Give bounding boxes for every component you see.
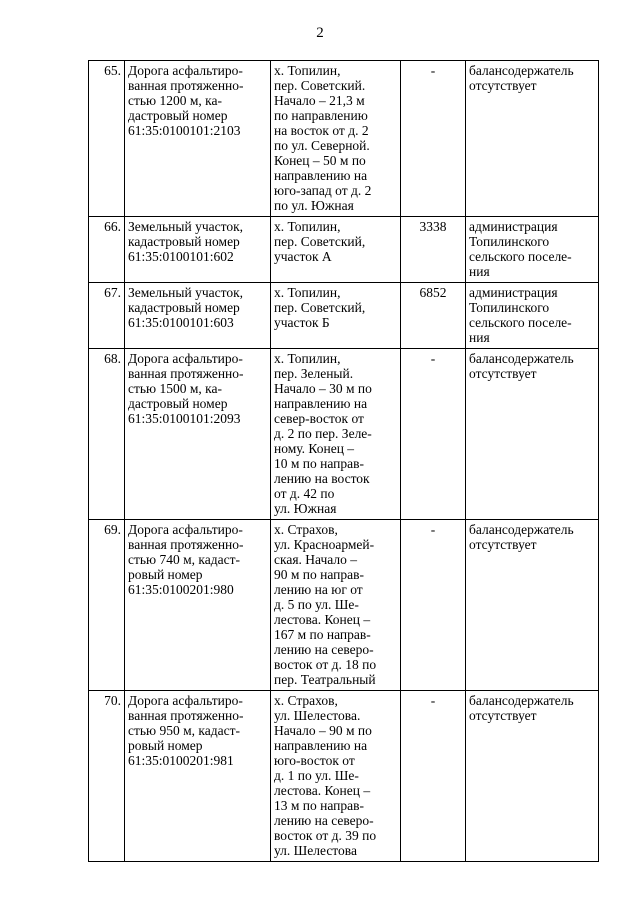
object-area-cell: - [401, 520, 466, 691]
object-address-cell: х. Страхов, ул. Шелестова. Начало – 90 м по направлению на юго-восток от д. 1 по ул. Ше- лестова. Конец – 13 м по направ- лению на северо- восток от д. 39 по ул. Шелестова [271, 691, 401, 862]
page-number: 2 [316, 25, 324, 41]
object-address-cell: х. Топилин, пер. Советский. Начало – 21,3 м по направлению на восток от д. 2 по ул. Северной. Конец – 50 м по направлению на юго-запад от д. 2 по ул. Южная [271, 61, 401, 217]
balance-holder-cell: администрация Топилинского сельского поселе- ния [466, 283, 599, 349]
object-address-cell: х. Топилин, пер. Советский, участок А [271, 217, 401, 283]
table-row [89, 520, 599, 691]
table-row [89, 349, 599, 520]
balance-holder-cell: администрация Топилинского сельского поселе- ния [466, 217, 599, 283]
object-name-cell: Земельный участок, кадастровый номер 61:35:0100101:602 [125, 217, 271, 283]
object-area-cell: 6852 [401, 283, 466, 349]
object-name-cell: Дорога асфальтиро- ванная протяженно- стью 1200 м, ка- дастровый номер 61:35:0100101:2103 [125, 61, 271, 217]
row-number: 70. [89, 691, 125, 862]
row-number: 66. [89, 217, 125, 283]
balance-holder-cell: балансодержатель отсутствует [466, 691, 599, 862]
table-row [89, 283, 599, 349]
object-name-cell: Земельный участок, кадастровый номер 61:35:0100101:603 [125, 283, 271, 349]
balance-holder-cell: балансодержатель отсутствует [466, 520, 599, 691]
object-name-cell: Дорога асфальтиро- ванная протяженно- стью 740 м, кадаст- ровый номер 61:35:0100201:980 [125, 520, 271, 691]
property-registry-table [88, 60, 599, 862]
table-row [89, 217, 599, 283]
object-area-cell: - [401, 691, 466, 862]
table-row [89, 61, 599, 217]
object-area-cell: - [401, 349, 466, 520]
object-address-cell: х. Страхов, ул. Красноармей- ская. Начало – 90 м по направ- лению на юг от д. 5 по ул. Ше- лестова. Конец – 167 м по направ- лению на северо- восток от д. 18 по пер. Театральный [271, 520, 401, 691]
row-number: 68. [89, 349, 125, 520]
table-row [89, 691, 599, 862]
object-name-cell: Дорога асфальтиро- ванная протяженно- стью 1500 м, ка- дастровый номер 61:35:0100101:2093 [125, 349, 271, 520]
balance-holder-cell: балансодержатель отсутствует [466, 61, 599, 217]
balance-holder-cell: балансодержатель отсутствует [466, 349, 599, 520]
row-number: 67. [89, 283, 125, 349]
object-area-cell: - [401, 61, 466, 217]
row-number: 65. [89, 61, 125, 217]
row-number: 69. [89, 520, 125, 691]
table-body [89, 61, 599, 862]
object-address-cell: х. Топилин, пер. Зеленый. Начало – 30 м по направлению на север-восток от д. 2 по пер. Зеле- ному. Конец – 10 м по направ- лению на восток от д. 42 по ул. Южная [271, 349, 401, 520]
object-name-cell: Дорога асфальтиро- ванная протяженно- стью 950 м, кадаст- ровый номер 61:35:0100201:981 [125, 691, 271, 862]
object-address-cell: х. Топилин, пер. Советский, участок Б [271, 283, 401, 349]
object-area-cell: 3338 [401, 217, 466, 283]
